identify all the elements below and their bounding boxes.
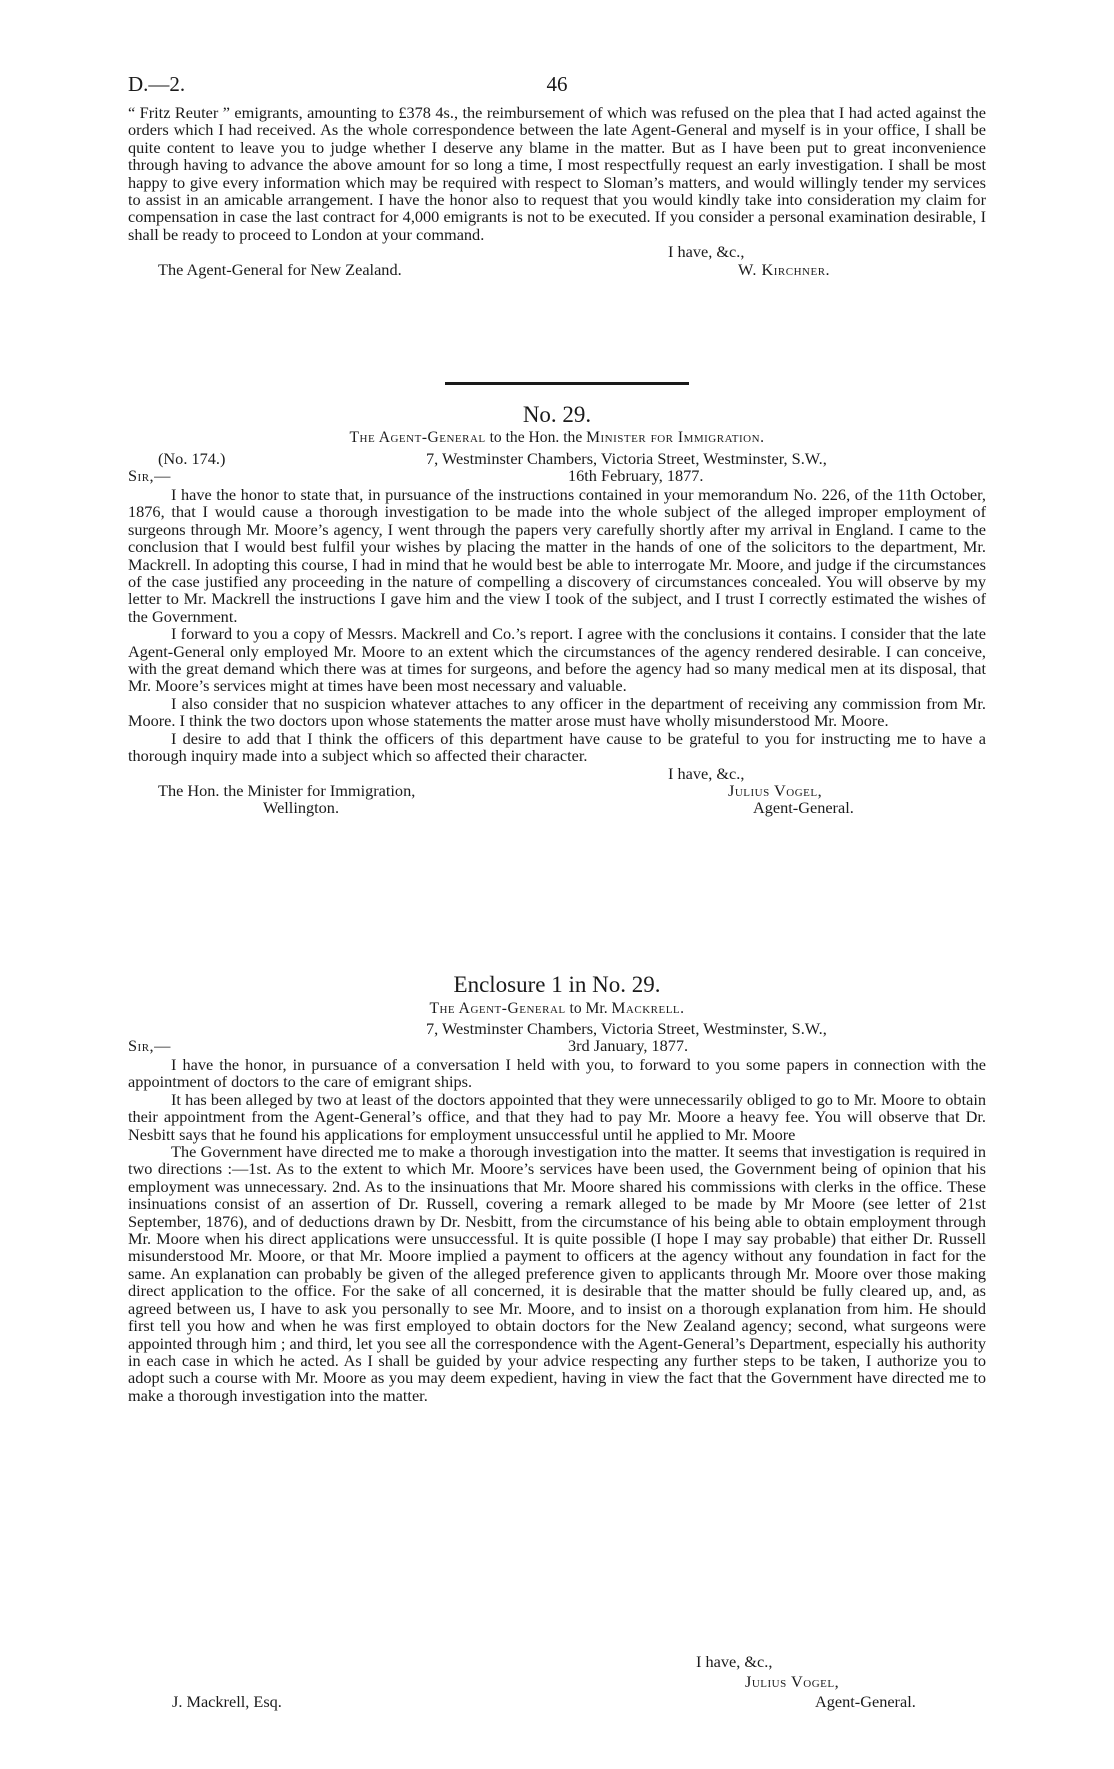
enclosure-to: Mackrell. [611, 1000, 685, 1017]
enclosure-body [128, 1056, 986, 1404]
enclosure-from: The Agent-General [429, 1000, 566, 1017]
enclosure-paragraph: It has been alleged by two at least of the doctors appointed that they were unnecessarily obliged to go to Mr. Moore to obtain their appointment from the Agent-General’s office, and that they had to pay Mr. Moore a heavy fee. You will observe that Dr. Nesbitt says that he found his applications for employment unsuccessful until he applied to Mr. Moore [128, 1089, 986, 1144]
no29-to-word: to the Hon. the [489, 429, 583, 446]
intro-closing-row [128, 243, 986, 260]
intro-section [128, 104, 986, 278]
no29-body [128, 486, 986, 817]
no29-salutation: Sir,— [128, 466, 171, 486]
no29-to: Minister for Immigration. [586, 429, 765, 446]
intro-closing: I have, &c., [668, 242, 745, 262]
enclosure-salutation-row [128, 1037, 986, 1054]
intro-addressee: The Agent-General for New Zealand. [158, 259, 402, 279]
page-header [128, 72, 986, 100]
enclosure-salutation: Sir,— [128, 1036, 171, 1056]
intro-signature: W. Kirchner. [738, 259, 831, 279]
no29-closing: I have, &c., [668, 763, 745, 783]
enclosure-address: 7, Westminster Chambers, Victoria Street, Westminster, S.W., [426, 1019, 827, 1038]
enclosure-date: 3rd January, 1877. [568, 1036, 689, 1056]
enclosure-closing: I have, &c., [696, 1652, 773, 1671]
enclosure-heading: Enclosure 1 in No. 29. [453, 972, 661, 997]
no29-paragraph: I forward to you a copy of Messrs. Mackrell and Co.’s report. I agree with the conclusions it contains. I consider that the late Agent-General only employed Mr. Moore to an extent which the circumstances of the agency rendered desirable. I can conceive, with the great demand which there was at times for surgeons, and before the agency had so many medical men at its disposal, that Mr. Moore’s services might at times have been most necessary and valuable. [128, 624, 986, 696]
no29-salutation-row [128, 467, 986, 484]
enclosure-sender-line [128, 1000, 986, 1018]
no29-date: 16th February, 1877. [568, 466, 704, 486]
enclosure-addressee: J. Mackrell, Esq. [172, 1692, 282, 1711]
no29-paragraph: I also consider that no suspicion whatever attaches to any officer in the department of receiving any commission from Mr. Moore. I think the two doctors upon whose statements the matter arose must have wholly misunderstood Mr. Moore. [128, 693, 986, 731]
no29-title-row [128, 799, 986, 816]
enclosure-paragraph: I have the honor, in pursuance of a conversation I held with you, to forward to you some papers in connection with the appointment of doctors to the care of emigrant ships. [128, 1055, 986, 1092]
no29-paragraph: I desire to add that I think the officers of this department have cause to be grateful to you for instructing me to have a thorough inquiry made into a subject which so affected their character. [128, 728, 986, 766]
section-divider [445, 382, 689, 385]
no29-addressee: The Hon. the Minister for Immigration, [158, 780, 416, 800]
no29-heading: No. 29. [522, 402, 592, 427]
no29-title: Agent-General. [753, 798, 854, 818]
no29-paragraph: I have the honor to state that, in pursuance of the instructions contained in your memorandum No. 226, of the 11th October, 1876, that I would cause a thorough investigation to be made into the whole subject of the alleged improper employment of surgeons through Mr. Moore’s agency, I went through the papers very carefully shortly after my arrival in England. I came to the conclusion that I would best fulfil your wishes by placing the matter in the hands of one of the solicitors to the department, Mr. Mackrell. In adopting this course, I had in mind that he would best be able to interrogate Mr. Moore, and judge if the circumstances of the case justified any proceeding in the nature of compelling a discovery of circumstances concealed. You will observe by my letter to Mr. Mackrell the instructions I gave him and the view I took of the subject, and I trust I correctly estimated the wishes of the Government. [128, 485, 986, 626]
intro-paragraph: “ Fritz Reuter ” emigrants, amounting to £378 4s., the reimbursement of which was refused on the plea that I had acted against the orders which I had received. As the whole correspondence between the late Agent-General and myself is in your office, I shall be quite content to leave you to judge whether I deserve any blame in the matter. But as I have been put to great inconvenience through having to advance the above amount for so long a time, I most respectfully request an early investigation. I shall be most happy to give every information which may be required with respect to Sloman’s matters, and would willingly tender my services to assist in an amicable arrangement. I have the honor also to request that you would kindly take into consideration my claim for compensation in case the last contract for 4,000 emigrants is not to be executed. If you consider a personal examination desirable, I shall be ready to proceed to London at your command. [128, 103, 986, 244]
no29-signature-row [128, 782, 986, 799]
enclosure-letterhead [128, 1020, 986, 1055]
enclosure-to-word: to Mr. [569, 1000, 608, 1017]
enclosure-signature: Julius Vogel, [745, 1672, 840, 1691]
no29-ref-row [128, 450, 986, 467]
enclosure-title: Agent-General. [815, 1692, 916, 1711]
no29-addressee-city: Wellington. [263, 798, 340, 818]
no29-from: The Agent-General [349, 429, 486, 446]
no29-sender-line [128, 429, 986, 447]
no29-letterhead [128, 450, 986, 485]
intro-signature-row [128, 261, 986, 278]
enclosure-address-row [128, 1020, 986, 1037]
no29-signature: Julius Vogel, [728, 780, 823, 800]
document-code: D.—2. [128, 72, 186, 96]
no29-closing-row [128, 765, 986, 782]
enclosure-paragraph: The Government have directed me to make a thorough investigation into the matter. It seems that investigation is required in two directions :—1st. As to the extent to which Mr. Moore’s services have been used, the Government being of opinion that his employment was unnecessary. 2nd. As to the insinuations that Mr. Moore shared his commissions with clerks in the office. These insinuations consist of an assertion of Dr. Russell, covering a remark alleged to be made by Mr Moore (see letter of 21st September, 1876), and of deductions drawn by Dr. Nesbitt, from the circumstance of his being able to obtain employment through Mr. Moore when his direct applications were unsuccessful. It is quite possible (I hope I may say probable) that either Dr. Russell misunderstood Mr. Moore, or that Mr. Moore implied a payment to officers at the agency without any foundation in fact for the same. An explanation can probably be given of the alleged preference given to applicants through Mr. Moore over those making direct application to the office. For the sake of all concerned, it is desirable that the matter should be fully cleared up, and, as agreed between us, I have to ask you personally to see Mr. Moore, and to insist on a thorough explanation from him. He should first tell you how and when he was first employed to obtain doctors for the New Zealand agency; second, what surgeons were appointed through him ; and third, let you see all the correspondence with the Agent-General’s Department, especially his authority in each case in which he acted. As I shall be guided by your advice respecting any further steps to be taken, I authorize you to adopt such a course with Mr. Moore as you may deem expedient, having in view the fact that the Government have directed me to make a thorough investigation into the matter. [128, 1142, 986, 1405]
no29-address: 7, Westminster Chambers, Victoria Street, Westminster, S.W., [426, 449, 827, 468]
page-number: 46 [546, 72, 568, 96]
no29-ref: (No. 174.) [158, 449, 226, 468]
